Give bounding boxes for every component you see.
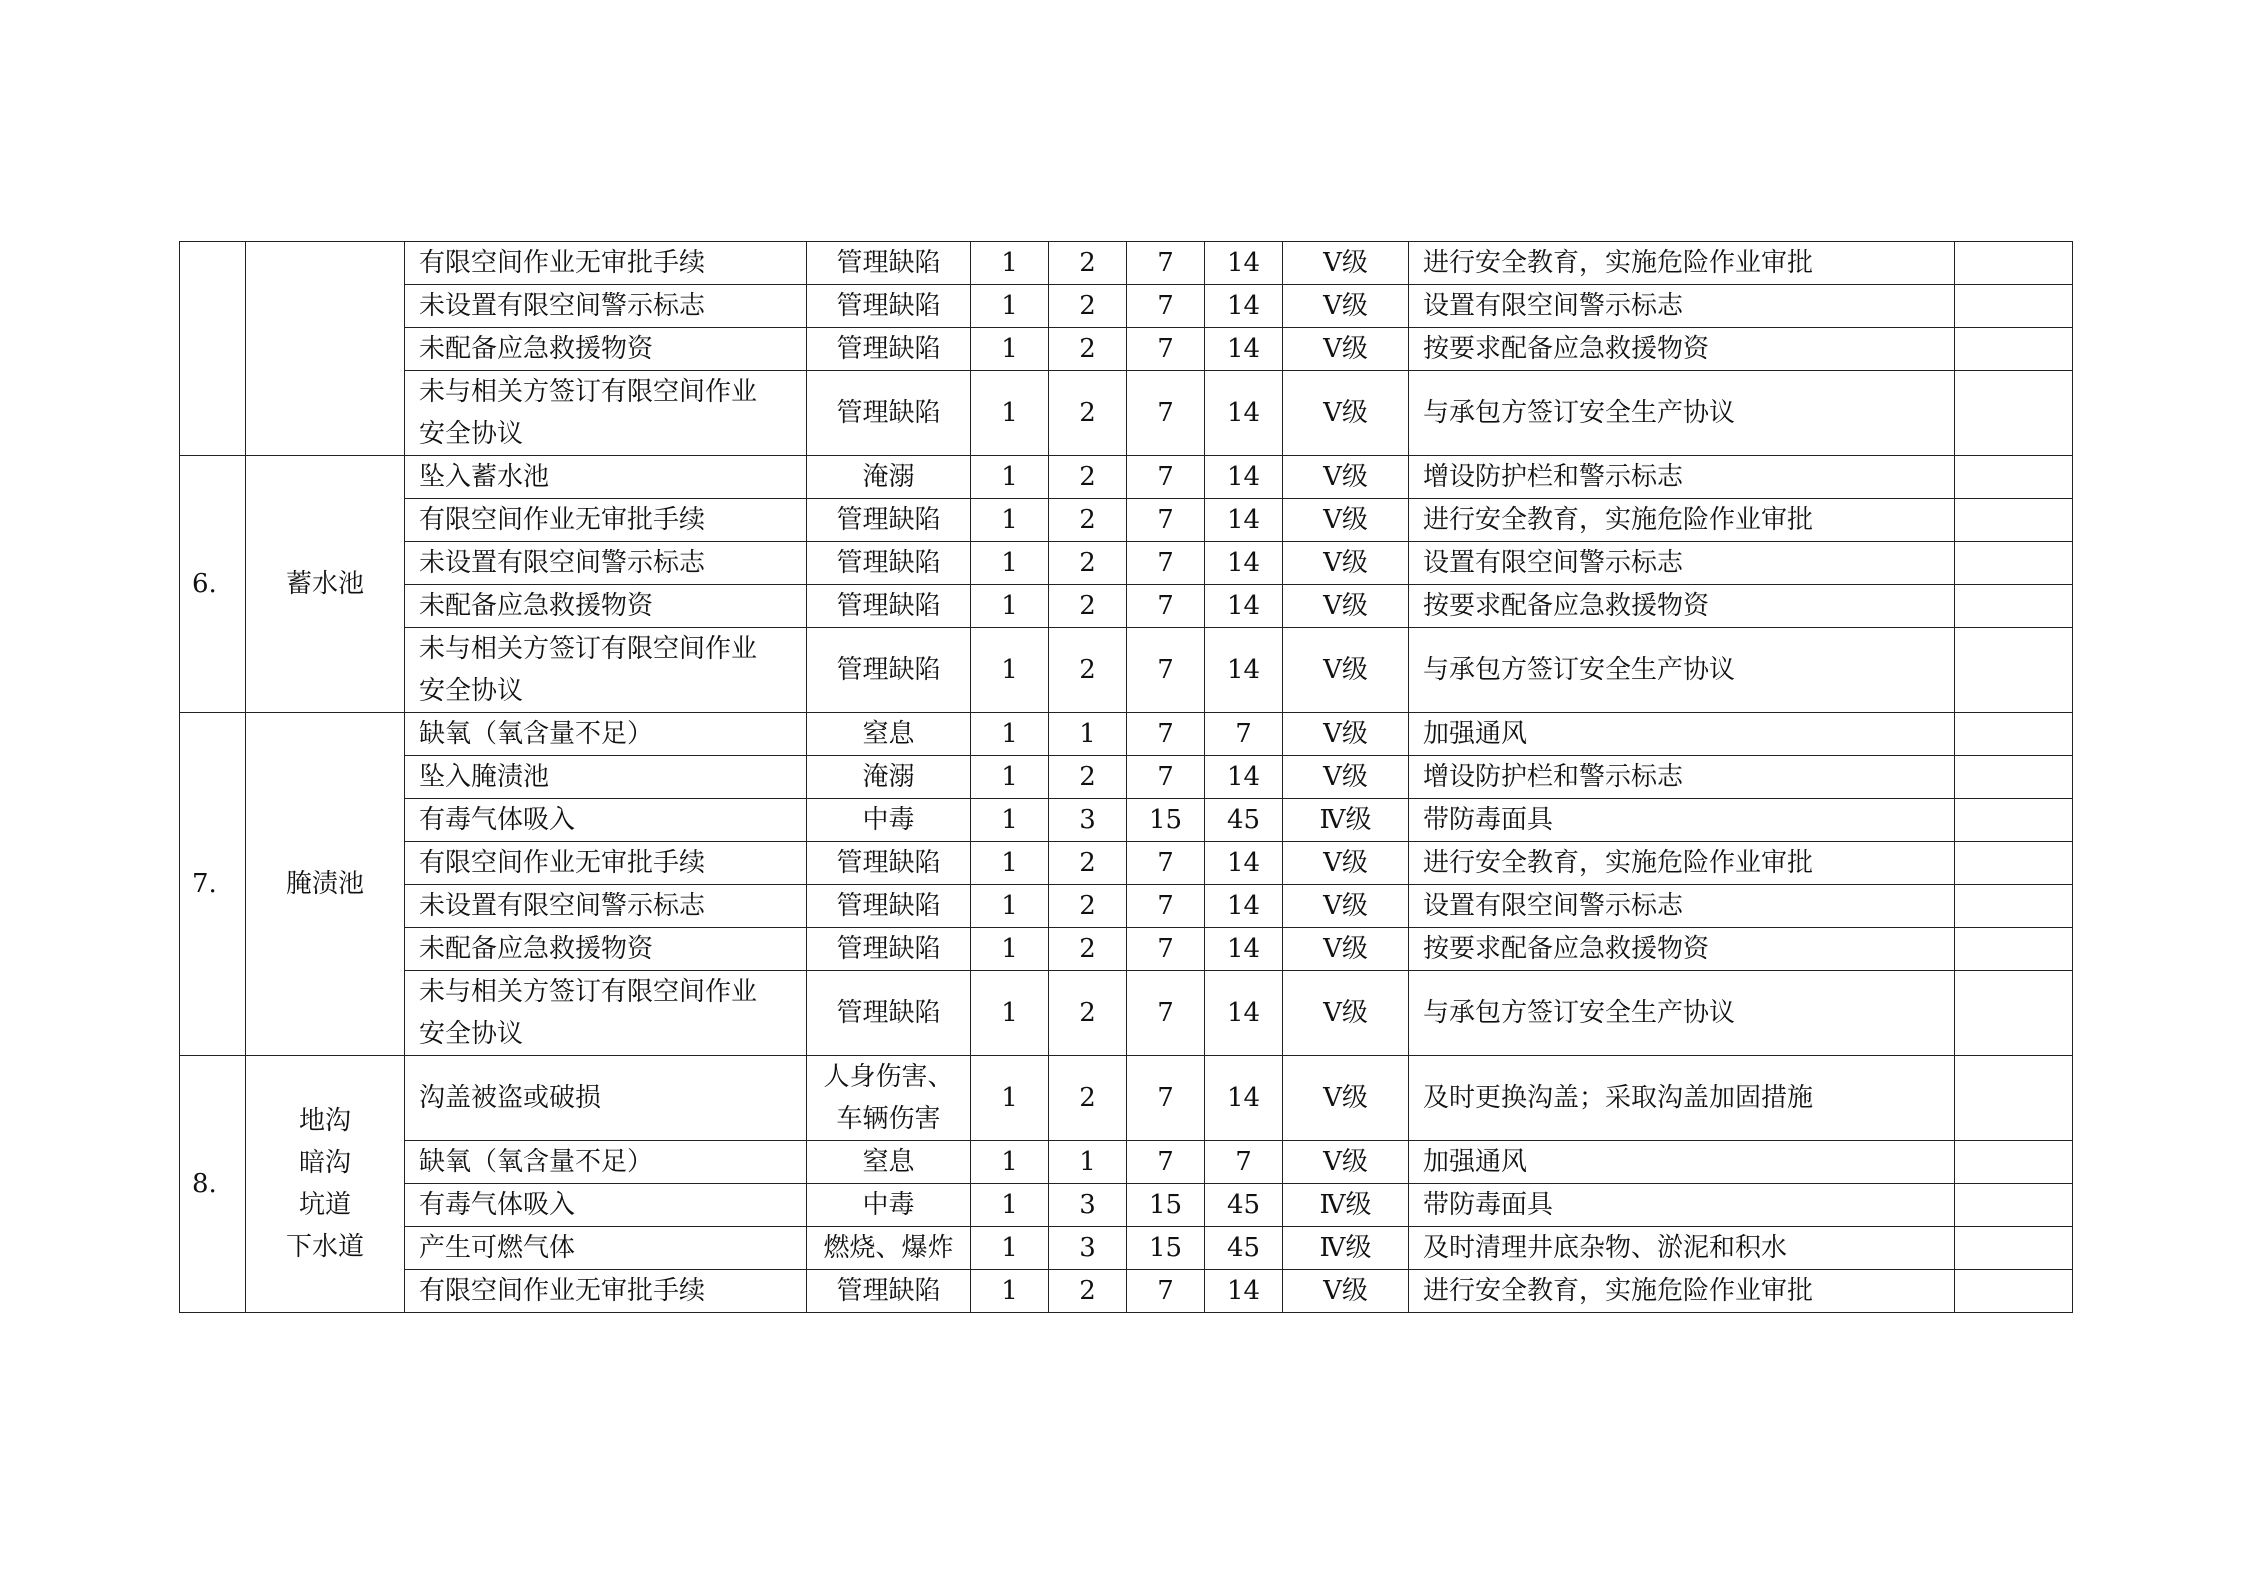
text-line: 未设置有限空间警示标志 — [419, 891, 706, 921]
remark-cell — [1955, 328, 2073, 371]
exposure-cell: 3 — [1049, 1184, 1127, 1227]
text-line: 未与相关方签订有限空间作业 — [419, 634, 758, 664]
consequence-cell: 7 — [1127, 628, 1205, 713]
risk-score-cell: 14 — [1205, 542, 1283, 585]
hazard-cell — [405, 542, 807, 585]
table-row — [180, 542, 2073, 585]
text-line: 未设置有限空间警示标志 — [419, 291, 706, 321]
item-number-cell: 6. — [180, 456, 246, 713]
hazard-cell — [405, 713, 807, 756]
consequence-cell: 15 — [1127, 1227, 1205, 1270]
remark-cell — [1955, 1270, 2073, 1313]
text-line: 暗沟 — [298, 1148, 351, 1178]
text-line: 安全协议 — [419, 676, 524, 706]
exposure-cell: 2 — [1049, 456, 1127, 499]
risk-level-cell: Ⅴ级 — [1283, 628, 1409, 713]
remark-cell — [1955, 456, 2073, 499]
table-body — [180, 242, 2073, 1313]
consequence-cell: 7 — [1127, 242, 1205, 285]
accident-type-cell: 淹溺 — [807, 756, 971, 799]
hazard-cell — [405, 285, 807, 328]
remark-cell — [1955, 285, 2073, 328]
exposure-cell: 2 — [1049, 585, 1127, 628]
item-number-cell: 7. — [180, 713, 246, 1056]
remark-cell — [1955, 1141, 2073, 1184]
risk-level-cell: Ⅴ级 — [1283, 971, 1409, 1056]
consequence-cell: 15 — [1127, 1184, 1205, 1227]
text-line: 蓄水池 — [285, 569, 364, 599]
risk-level-cell: Ⅴ级 — [1283, 285, 1409, 328]
control-measure-cell: 及时清理井底杂物、淤泥和积水 — [1409, 1227, 1955, 1270]
risk-level-cell: Ⅳ级 — [1283, 799, 1409, 842]
risk-level-cell: Ⅴ级 — [1283, 842, 1409, 885]
remark-cell — [1955, 1184, 2073, 1227]
consequence-cell: 7 — [1127, 285, 1205, 328]
remark-cell — [1955, 799, 2073, 842]
likelihood-cell: 1 — [971, 242, 1049, 285]
likelihood-cell: 1 — [971, 799, 1049, 842]
accident-type-cell: 燃烧、爆炸 — [807, 1227, 971, 1270]
table-row — [180, 1056, 2073, 1141]
hazard-cell — [405, 799, 807, 842]
accident-type-cell: 管理缺陷 — [807, 242, 971, 285]
accident-type-cell: 淹溺 — [807, 456, 971, 499]
accident-type-cell — [807, 1056, 971, 1141]
likelihood-cell: 1 — [971, 1056, 1049, 1141]
risk-level-cell: Ⅴ级 — [1283, 242, 1409, 285]
exposure-cell: 2 — [1049, 499, 1127, 542]
table-row — [180, 242, 2073, 285]
likelihood-cell: 1 — [971, 928, 1049, 971]
remark-cell — [1955, 628, 2073, 713]
table-row — [180, 456, 2073, 499]
table-row — [180, 713, 2073, 756]
text-line: 产生可燃气体 — [419, 1233, 576, 1263]
table-row — [180, 799, 2073, 842]
likelihood-cell: 1 — [971, 1141, 1049, 1184]
text-line: 有限空间作业无审批手续 — [419, 248, 706, 278]
hazard-cell — [405, 756, 807, 799]
accident-type-cell: 管理缺陷 — [807, 885, 971, 928]
text-line: 未配备应急救援物资 — [419, 934, 654, 964]
consequence-cell: 7 — [1127, 1270, 1205, 1313]
text-line: 有限空间作业无审批手续 — [419, 1276, 706, 1306]
risk-level-cell: Ⅴ级 — [1283, 713, 1409, 756]
risk-score-cell: 45 — [1205, 1227, 1283, 1270]
remark-cell — [1955, 928, 2073, 971]
text-line: 有毒气体吸入 — [419, 805, 576, 835]
location-name-cell — [246, 456, 405, 713]
likelihood-cell: 1 — [971, 542, 1049, 585]
exposure-cell: 2 — [1049, 928, 1127, 971]
risk-score-cell: 14 — [1205, 928, 1283, 971]
hazard-cell — [405, 242, 807, 285]
risk-score-cell: 14 — [1205, 328, 1283, 371]
risk-score-cell: 14 — [1205, 371, 1283, 456]
accident-type-cell: 管理缺陷 — [807, 971, 971, 1056]
accident-type-cell: 管理缺陷 — [807, 842, 971, 885]
control-measure-cell: 增设防护栏和警示标志 — [1409, 756, 1955, 799]
risk-score-cell: 14 — [1205, 756, 1283, 799]
location-name-cell — [246, 713, 405, 1056]
table-row — [180, 842, 2073, 885]
likelihood-cell: 1 — [971, 285, 1049, 328]
text-line: 坠入蓄水池 — [419, 462, 550, 492]
text-line: 沟盖被盗或破损 — [419, 1083, 602, 1113]
consequence-cell: 7 — [1127, 542, 1205, 585]
accident-type-cell: 管理缺陷 — [807, 585, 971, 628]
risk-score-cell: 14 — [1205, 885, 1283, 928]
risk-level-cell: Ⅴ级 — [1283, 1270, 1409, 1313]
table-row — [180, 1184, 2073, 1227]
control-measure-cell: 按要求配备应急救援物资 — [1409, 928, 1955, 971]
consequence-cell: 7 — [1127, 713, 1205, 756]
risk-level-cell: Ⅴ级 — [1283, 328, 1409, 371]
hazard-cell — [405, 1056, 807, 1141]
table-row — [180, 285, 2073, 328]
risk-score-cell: 7 — [1205, 713, 1283, 756]
control-measure-cell: 与承包方签订安全生产协议 — [1409, 971, 1955, 1056]
likelihood-cell: 1 — [971, 971, 1049, 1056]
consequence-cell: 7 — [1127, 842, 1205, 885]
risk-score-cell: 14 — [1205, 499, 1283, 542]
control-measure-cell: 及时更换沟盖；采取沟盖加固措施 — [1409, 1056, 1955, 1141]
exposure-cell: 1 — [1049, 1141, 1127, 1184]
remark-cell — [1955, 756, 2073, 799]
risk-score-cell: 14 — [1205, 628, 1283, 713]
risk-level-cell: Ⅳ级 — [1283, 1227, 1409, 1270]
control-measure-cell: 增设防护栏和警示标志 — [1409, 456, 1955, 499]
likelihood-cell: 1 — [971, 1227, 1049, 1270]
hazard-cell — [405, 1141, 807, 1184]
text-line: 车辆伤害 — [836, 1104, 941, 1134]
likelihood-cell: 1 — [971, 1184, 1049, 1227]
risk-score-cell: 14 — [1205, 285, 1283, 328]
remark-cell — [1955, 499, 2073, 542]
table-row — [180, 371, 2073, 456]
likelihood-cell: 1 — [971, 1270, 1049, 1313]
location-name-cell — [246, 1056, 405, 1313]
risk-level-cell: Ⅴ级 — [1283, 499, 1409, 542]
text-line: 腌渍池 — [285, 869, 364, 899]
hazard-cell — [405, 885, 807, 928]
exposure-cell: 2 — [1049, 371, 1127, 456]
exposure-cell: 2 — [1049, 1270, 1127, 1313]
control-measure-cell: 与承包方签订安全生产协议 — [1409, 628, 1955, 713]
likelihood-cell: 1 — [971, 756, 1049, 799]
hazard-cell — [405, 499, 807, 542]
remark-cell — [1955, 842, 2073, 885]
likelihood-cell: 1 — [971, 885, 1049, 928]
hazard-cell — [405, 628, 807, 713]
control-measure-cell: 加强通风 — [1409, 713, 1955, 756]
control-measure-cell: 设置有限空间警示标志 — [1409, 542, 1955, 585]
consequence-cell: 7 — [1127, 456, 1205, 499]
text-line: 有限空间作业无审批手续 — [419, 505, 706, 535]
accident-type-cell: 管理缺陷 — [807, 371, 971, 456]
likelihood-cell: 1 — [971, 585, 1049, 628]
hazard-cell — [405, 371, 807, 456]
text-line: 坠入腌渍池 — [419, 762, 550, 792]
control-measure-cell: 进行安全教育，实施危险作业审批 — [1409, 842, 1955, 885]
control-measure-cell: 加强通风 — [1409, 1141, 1955, 1184]
exposure-cell: 2 — [1049, 285, 1127, 328]
consequence-cell: 7 — [1127, 328, 1205, 371]
likelihood-cell: 1 — [971, 713, 1049, 756]
text-line: 未设置有限空间警示标志 — [419, 548, 706, 578]
risk-score-cell: 14 — [1205, 242, 1283, 285]
likelihood-cell: 1 — [971, 628, 1049, 713]
exposure-cell: 3 — [1049, 1227, 1127, 1270]
likelihood-cell: 1 — [971, 842, 1049, 885]
control-measure-cell: 带防毒面具 — [1409, 1184, 1955, 1227]
remark-cell — [1955, 242, 2073, 285]
hazard-cell — [405, 842, 807, 885]
accident-type-cell: 管理缺陷 — [807, 542, 971, 585]
text-line: 缺氧（氧含量不足） — [419, 719, 654, 749]
accident-type-cell: 管理缺陷 — [807, 328, 971, 371]
text-line: 人身伤害、 — [823, 1062, 954, 1092]
remark-cell — [1955, 371, 2073, 456]
remark-cell — [1955, 585, 2073, 628]
risk-score-cell: 45 — [1205, 799, 1283, 842]
text-line: 安全协议 — [419, 1019, 524, 1049]
hazard-cell — [405, 971, 807, 1056]
hazard-cell — [405, 328, 807, 371]
text-line: 安全协议 — [419, 419, 524, 449]
remark-cell — [1955, 713, 2073, 756]
likelihood-cell: 1 — [971, 456, 1049, 499]
control-measure-cell: 进行安全教育，实施危险作业审批 — [1409, 499, 1955, 542]
table-row — [180, 928, 2073, 971]
risk-level-cell: Ⅴ级 — [1283, 585, 1409, 628]
text-line: 有毒气体吸入 — [419, 1190, 576, 1220]
remark-cell — [1955, 1227, 2073, 1270]
item-number-cell: 8. — [180, 1056, 246, 1313]
text-line: 未与相关方签订有限空间作业 — [419, 377, 758, 407]
remark-cell — [1955, 1056, 2073, 1141]
risk-level-cell: Ⅴ级 — [1283, 542, 1409, 585]
likelihood-cell: 1 — [971, 328, 1049, 371]
table-row — [180, 499, 2073, 542]
table-row — [180, 628, 2073, 713]
risk-level-cell: Ⅴ级 — [1283, 1141, 1409, 1184]
risk-score-cell: 14 — [1205, 842, 1283, 885]
remark-cell — [1955, 885, 2073, 928]
consequence-cell: 7 — [1127, 371, 1205, 456]
text-line: 坑道 — [298, 1190, 351, 1220]
control-measure-cell: 设置有限空间警示标志 — [1409, 285, 1955, 328]
risk-level-cell: Ⅴ级 — [1283, 885, 1409, 928]
accident-type-cell: 管理缺陷 — [807, 285, 971, 328]
exposure-cell: 2 — [1049, 885, 1127, 928]
exposure-cell: 1 — [1049, 713, 1127, 756]
table-row — [180, 585, 2073, 628]
risk-level-cell: Ⅳ级 — [1283, 1184, 1409, 1227]
consequence-cell: 7 — [1127, 499, 1205, 542]
risk-score-cell: 45 — [1205, 1184, 1283, 1227]
location-name-cell — [246, 242, 405, 456]
risk-level-cell: Ⅴ级 — [1283, 371, 1409, 456]
hazard-cell — [405, 1270, 807, 1313]
accident-type-cell: 管理缺陷 — [807, 628, 971, 713]
control-measure-cell: 与承包方签订安全生产协议 — [1409, 371, 1955, 456]
exposure-cell: 2 — [1049, 628, 1127, 713]
accident-type-cell: 窒息 — [807, 713, 971, 756]
consequence-cell: 7 — [1127, 585, 1205, 628]
risk-assessment-table — [179, 241, 2073, 1313]
consequence-cell: 15 — [1127, 799, 1205, 842]
control-measure-cell: 带防毒面具 — [1409, 799, 1955, 842]
exposure-cell: 2 — [1049, 756, 1127, 799]
text-line: 未配备应急救援物资 — [419, 334, 654, 364]
exposure-cell: 3 — [1049, 799, 1127, 842]
hazard-cell — [405, 928, 807, 971]
consequence-cell: 7 — [1127, 1141, 1205, 1184]
table-row — [180, 1227, 2073, 1270]
consequence-cell: 7 — [1127, 885, 1205, 928]
control-measure-cell: 进行安全教育，实施危险作业审批 — [1409, 1270, 1955, 1313]
item-number-cell — [180, 242, 246, 456]
table-row — [180, 885, 2073, 928]
exposure-cell: 2 — [1049, 542, 1127, 585]
table-row — [180, 756, 2073, 799]
table-row — [180, 971, 2073, 1056]
control-measure-cell: 按要求配备应急救援物资 — [1409, 585, 1955, 628]
risk-score-cell: 14 — [1205, 1056, 1283, 1141]
risk-level-cell: Ⅴ级 — [1283, 1056, 1409, 1141]
hazard-cell — [405, 1227, 807, 1270]
table-row — [180, 328, 2073, 371]
risk-level-cell: Ⅴ级 — [1283, 456, 1409, 499]
text-line: 未与相关方签订有限空间作业 — [419, 977, 758, 1007]
likelihood-cell: 1 — [971, 371, 1049, 456]
hazard-cell — [405, 585, 807, 628]
control-measure-cell: 设置有限空间警示标志 — [1409, 885, 1955, 928]
remark-cell — [1955, 542, 2073, 585]
exposure-cell: 2 — [1049, 971, 1127, 1056]
table-row — [180, 1270, 2073, 1313]
text-line: 未配备应急救援物资 — [419, 591, 654, 621]
consequence-cell: 7 — [1127, 928, 1205, 971]
risk-score-cell: 14 — [1205, 971, 1283, 1056]
hazard-cell — [405, 456, 807, 499]
text-line: 缺氧（氧含量不足） — [419, 1147, 654, 1177]
control-measure-cell: 进行安全教育，实施危险作业审批 — [1409, 242, 1955, 285]
risk-level-cell: Ⅴ级 — [1283, 928, 1409, 971]
risk-score-cell: 14 — [1205, 456, 1283, 499]
text-line: 有限空间作业无审批手续 — [419, 848, 706, 878]
text-line: 下水道 — [285, 1232, 364, 1262]
exposure-cell: 2 — [1049, 1056, 1127, 1141]
risk-level-cell: Ⅴ级 — [1283, 756, 1409, 799]
text-line: 地沟 — [298, 1106, 351, 1136]
remark-cell — [1955, 971, 2073, 1056]
consequence-cell: 7 — [1127, 1056, 1205, 1141]
accident-type-cell: 管理缺陷 — [807, 1270, 971, 1313]
accident-type-cell: 中毒 — [807, 799, 971, 842]
likelihood-cell: 1 — [971, 499, 1049, 542]
control-measure-cell: 按要求配备应急救援物资 — [1409, 328, 1955, 371]
risk-score-cell: 7 — [1205, 1141, 1283, 1184]
accident-type-cell: 管理缺陷 — [807, 499, 971, 542]
exposure-cell: 2 — [1049, 328, 1127, 371]
accident-type-cell: 窒息 — [807, 1141, 971, 1184]
accident-type-cell: 中毒 — [807, 1184, 971, 1227]
exposure-cell: 2 — [1049, 242, 1127, 285]
exposure-cell: 2 — [1049, 842, 1127, 885]
risk-score-cell: 14 — [1205, 1270, 1283, 1313]
table-row — [180, 1141, 2073, 1184]
accident-type-cell: 管理缺陷 — [807, 928, 971, 971]
consequence-cell: 7 — [1127, 971, 1205, 1056]
consequence-cell: 7 — [1127, 756, 1205, 799]
risk-score-cell: 14 — [1205, 585, 1283, 628]
hazard-cell — [405, 1184, 807, 1227]
